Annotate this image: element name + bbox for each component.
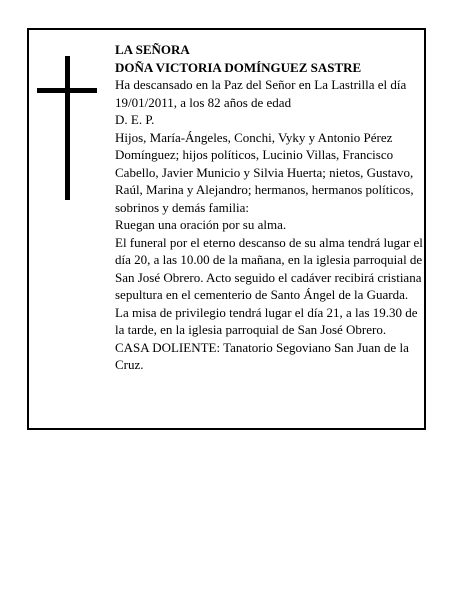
notice-paragraph-family: Hijos, María-Ángeles, Conchi, Vyky y Antonio Pérez Domínguez; hijos políticos, Lucinio Villas, Francisco Cabello, Javier Municio y Silvia Huerta; nietos, Gustavo, Raúl, Marina y Alejandro; hermanos, hermanos políticos, sobrinos y demás familia: <box>115 129 414 215</box>
notice-paragraph-dep: D. E. P. <box>115 112 155 127</box>
cross-vertical-bar <box>65 56 70 200</box>
notice-paragraph-mass: La misa de privilegio tendrá lugar el día 21, a las 19.30 de la tarde, en la iglesia parroquial de San José Obrero. <box>115 304 418 337</box>
cross-horizontal-bar <box>37 88 97 93</box>
cross-icon <box>37 56 97 200</box>
notice-paragraph-prayer: Ruegan una oración por su alma. <box>115 217 287 232</box>
notice-title-line1: LA SEÑORA <box>115 42 190 57</box>
notice-text <box>115 41 425 374</box>
notice-paragraph-mourning-house: CASA DOLIENTE: Tanatorio Segoviano San Juan de la Cruz. <box>115 339 409 372</box>
notice-paragraph-funeral: El funeral por el eterno descanso de su alma tendrá lugar el día 20, a las 10.00 de la mañana, en la iglesia parroquial de San José Obrero. Acto seguido el cadáver recibirá cristiana sepultura en el cementerio de Santo Ángel de la Guarda. <box>115 234 423 302</box>
obituary-notice <box>27 28 426 430</box>
notice-title-line2: DOÑA VICTORIA DOMÍNGUEZ SASTRE <box>115 59 362 75</box>
notice-paragraph-death: Ha descansado en la Paz del Señor en La Lastrilla el día 19/01/2011, a los 82 años de edad <box>115 77 407 110</box>
